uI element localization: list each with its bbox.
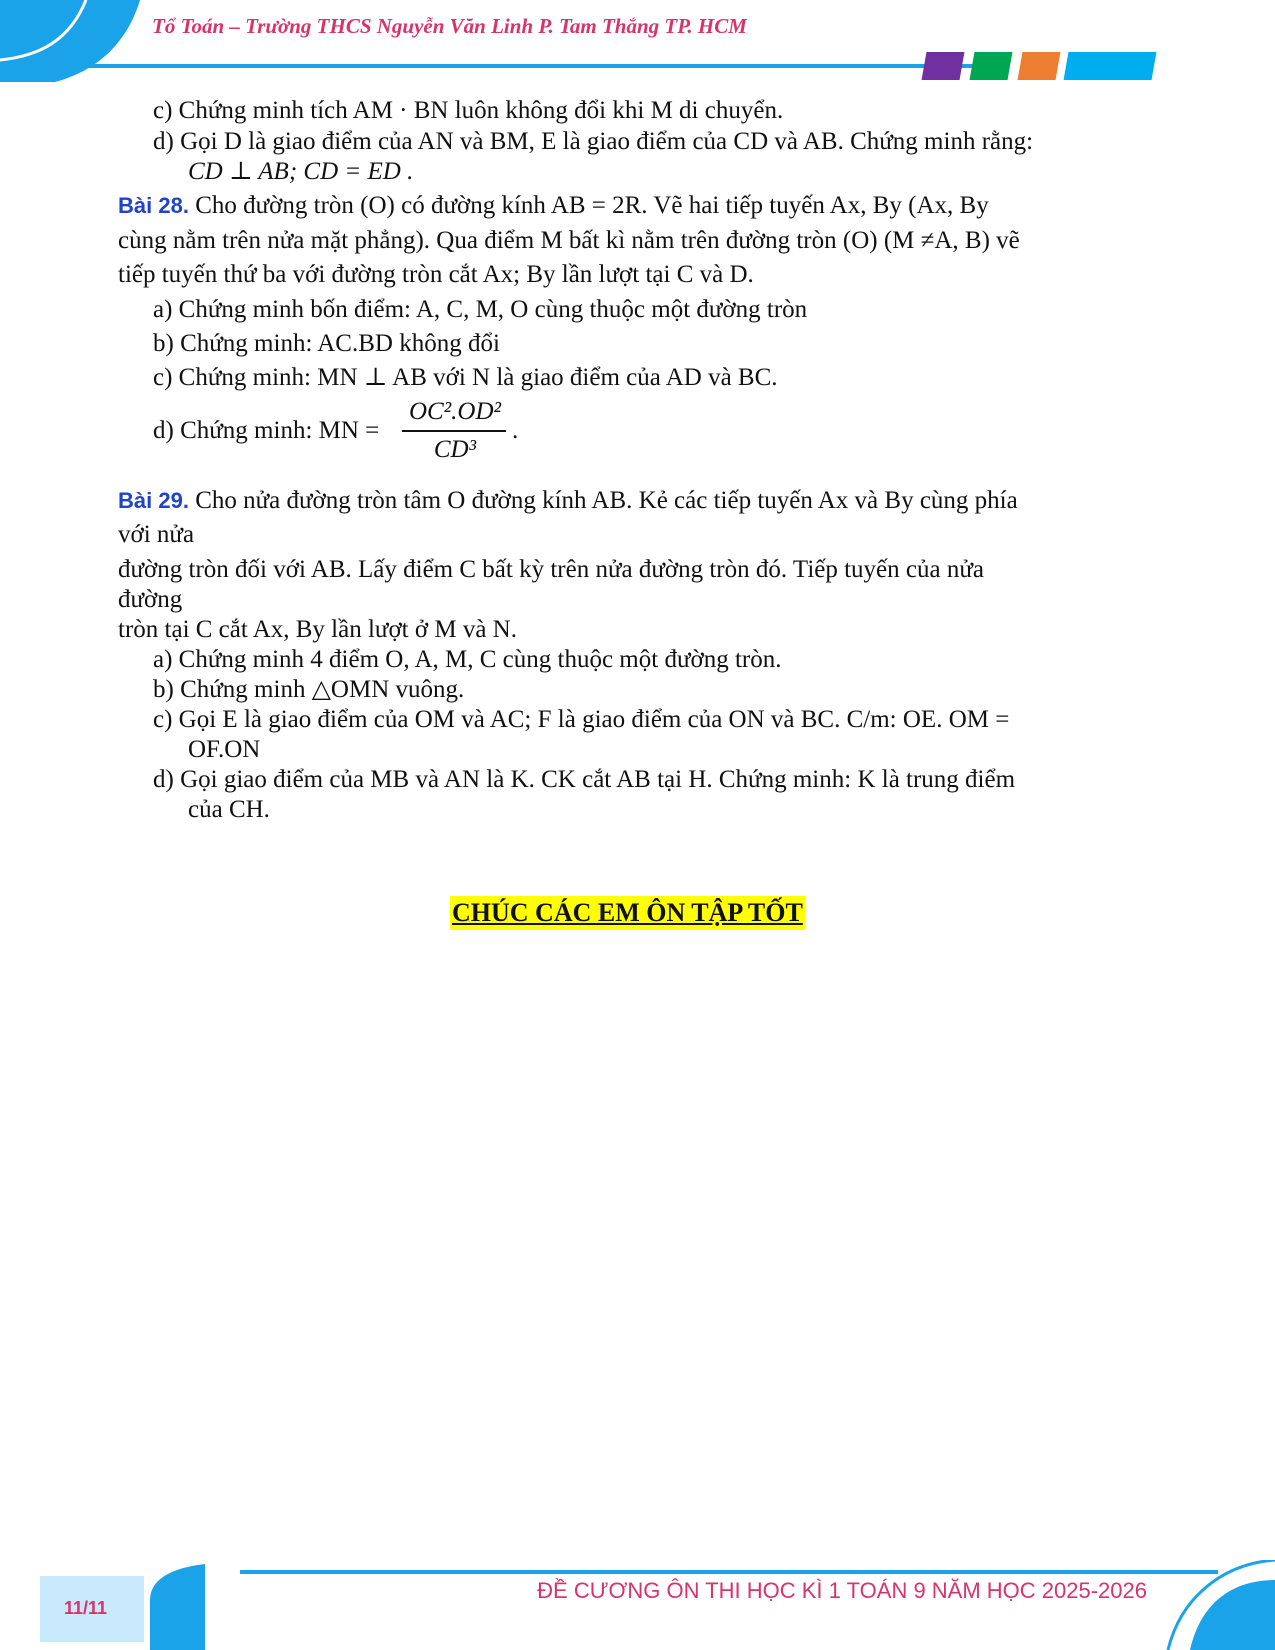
bai28-item-d-suffix: . [512,417,519,444]
bai28-item-a: a) Chứng minh bốn điểm: A, C, M, O cùng thuộc một đường tròn [153,296,808,323]
bai28-intro-text: Cho đường tròn (O) có đường kính AB = 2R. Vẽ hai tiếp tuyến Ax, By (Ax, By [195,192,989,219]
accent-block-blue [1064,52,1157,80]
bai29-item-c-line1: c) Gọi E là giao điểm của OM và AC; F là giao điểm của ON và BC. C/m: OE. OM = [153,706,1010,733]
header-title: Tổ Toán – Trường THCS Nguyễn Văn Linh P. Tam Thắng TP. HCM [152,14,747,38]
bai28-intro-line2: cùng nằm trên nửa mặt phẳng). Qua điểm M bất kì nằm trên đường tròn (O) (M ≠A, B) vẽ [118,227,1020,254]
bai29-label: Bài 29. [118,488,189,513]
bai29-line2: với nửa [118,521,195,548]
header-rule [55,64,985,68]
bai28-intro-line1 [118,190,989,222]
bai29-line4: đường [118,586,183,613]
bai29-item-d-line1: d) Gọi giao điểm của MB và AN là K. CK cắt AB tại H. Chứng minh: K là trung điểm [153,766,1016,793]
accent-block-orange [1018,52,1061,80]
bai29-item-a: a) Chứng minh 4 điểm O, A, M, C cùng thuộc một đường tròn. [153,646,782,673]
prev-item-c: c) Chứng minh tích AM · BN luôn không đổi khi M di chuyển. [153,97,784,124]
bai28-fraction-numerator: OC².OD² [408,398,502,425]
prev-item-d-line2: CD ⊥ AB; CD = ED . [188,158,414,185]
bai29-item-c-line2: OF.ON [188,736,261,763]
header-corner-arc [0,0,150,90]
bai29-line1 [118,485,1018,517]
footer-left-shape [150,1560,210,1650]
bai28-intro-line3: tiếp tuyến thứ ba với đường tròn cắt Ax; By lần lượt tại C và D. [118,261,754,288]
bai29-line1-text: Cho nửa đường tròn tâm O đường kính AB. Kẻ các tiếp tuyến Ax và By cùng phía [195,487,1018,514]
bai29-item-d-line2: của CH. [188,796,270,823]
bai28-item-b: b) Chứng minh: AC.BD không đổi [153,330,500,357]
bai28-label: Bài 28. [118,193,189,218]
footer-rule [240,1570,1218,1574]
closing-message: CHÚC CÁC EM ÔN TẬP TỐT [450,896,805,930]
footer-corner-arc [1150,1560,1275,1650]
bai29-line3: đường tròn đối với AB. Lấy điểm C bất kỳ trên nửa đường tròn đó. Tiếp tuyến của nửa [118,556,984,583]
footer-title: ĐỀ CƯƠNG ÔN THI HỌC KÌ 1 TOÁN 9 NĂM HỌC 2025-2026 [537,1578,1147,1603]
accent-block-green [970,52,1013,80]
accent-block-purple [922,52,965,80]
prev-item-d-line1: d) Gọi D là giao điểm của AN và BM, E là giao điểm của CD và AB. Chứng minh rằng: [153,128,1034,155]
bai29-item-b: b) Chứng minh △OMN vuông. [153,676,465,703]
page-number: 11/11 [64,1598,108,1618]
bai28-fraction-denominator: CD³ [433,436,477,463]
bai28-item-d-prefix: d) Chứng minh: MN = [153,417,380,444]
bai29-line5: tròn tại C cắt Ax, By lần lượt ở M và N. [118,616,517,643]
bai28-fraction-bar [402,430,506,432]
bai28-item-c: c) Chứng minh: MN ⊥ AB với N là giao điểm của AD và BC. [153,364,778,391]
